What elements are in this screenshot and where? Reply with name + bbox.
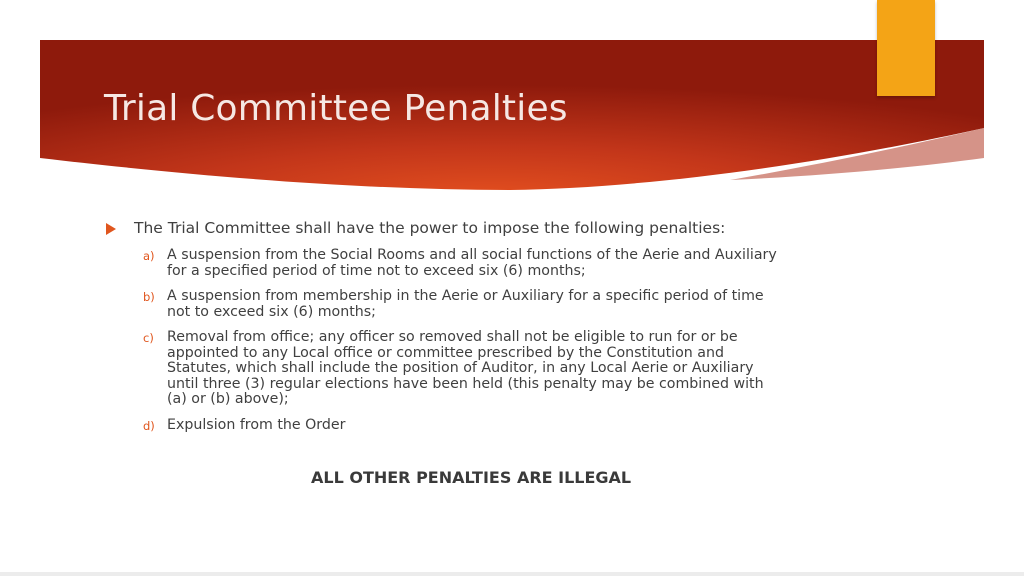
item-line: A suspension from membership in the Aerie or Auxiliary for a specific period of time: [167, 288, 764, 304]
item-text: [167, 330, 837, 408]
item-marker: a): [143, 249, 155, 263]
item-text: [167, 289, 837, 320]
item-text: [167, 248, 837, 279]
bottom-divider: [0, 572, 1024, 576]
item-line: until three (3) regular elections have been held (this penalty may be combined with: [167, 375, 764, 392]
item-text: [167, 418, 837, 434]
triangle-right-icon: [106, 223, 116, 235]
item-line: Expulsion from the Order: [167, 417, 346, 433]
footer-note: ALL OTHER PENALTIES ARE ILLEGAL: [311, 468, 632, 487]
item-marker: c): [143, 331, 154, 345]
item-line: A suspension from the Social Rooms and all social functions of the Aerie and Auxiliary: [167, 247, 777, 263]
item-line: appointed to any Local office or committee prescribed by the Constitution and: [167, 344, 724, 361]
item-line: (a) or (b) above);: [167, 391, 289, 407]
item-line: Statutes, which shall include the position of Auditor, in any Local Aerie or Auxiliary: [167, 360, 754, 376]
item-line: for a specified period of time not to exceed six (6) months;: [167, 262, 586, 279]
item-marker: d): [143, 419, 155, 433]
item-line: Removal from office; any officer so removed shall not be eligible to run for or be: [167, 329, 738, 345]
item-marker: b): [143, 290, 155, 304]
item-line: not to exceed six (6) months;: [167, 303, 376, 320]
page-title: Trial Committee Penalties: [104, 88, 568, 129]
intro-text: The Trial Committee shall have the power to impose the following penalties:: [134, 219, 726, 237]
accent-tab: [877, 0, 935, 96]
